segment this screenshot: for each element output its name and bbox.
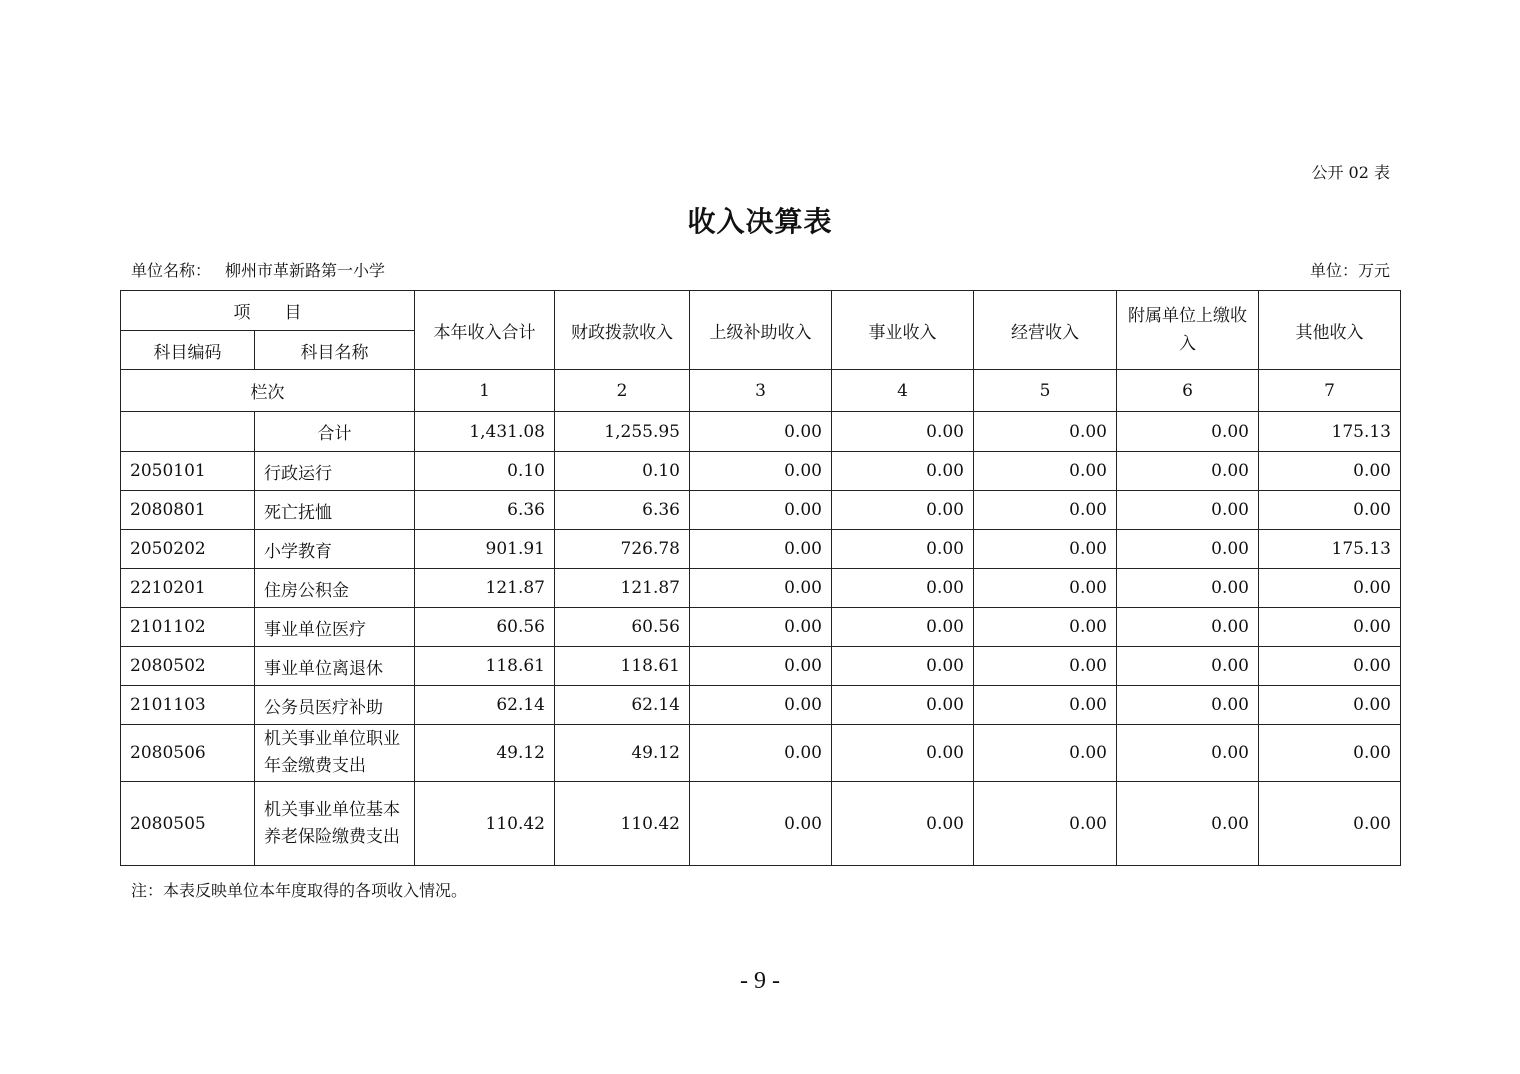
unit-name-value: 柳州市革新路第一小学 [225,261,386,280]
table-row [121,725,1401,782]
header-name: 科目名称 [255,331,415,370]
value-cell: 0.00 [1117,530,1259,569]
header-fiscal: 财政拨款收入 [555,291,690,370]
subject-code: 2101103 [121,686,255,725]
value-cell: 0.00 [832,452,974,491]
value-cell: 175.13 [1259,530,1401,569]
header-business: 事业收入 [832,291,974,370]
value-cell: 0.00 [832,782,974,866]
subject-name: 小学教育 [255,530,415,569]
subject-code: 2050202 [121,530,255,569]
subject-code: 2210201 [121,569,255,608]
header-code: 科目编码 [121,331,255,370]
subject-name: 机关事业单位基本养老保险缴费支出 [255,782,415,866]
value-cell: 0.10 [415,452,555,491]
value-cell: 0.00 [974,725,1117,782]
value-cell: 0.00 [974,782,1117,866]
subject-code: 2080506 [121,725,255,782]
value-cell: 0.00 [832,647,974,686]
value-cell: 0.00 [1117,686,1259,725]
value-cell: 110.42 [415,782,555,866]
value-cell: 0.00 [1117,569,1259,608]
value-cell: 0.00 [690,782,832,866]
value-cell: 0.00 [1259,491,1401,530]
value-cell: 6.36 [415,491,555,530]
table-row [121,782,1401,866]
subject-code: 2101102 [121,608,255,647]
unit-name-line [131,258,385,281]
page-number: - 9 - [740,968,780,994]
subject-name: 死亡抚恤 [255,491,415,530]
header-row-1 [121,291,1401,331]
value-cell: 121.87 [555,569,690,608]
value-cell: 62.14 [415,686,555,725]
value-cell: 60.56 [415,608,555,647]
value-cell: 0.00 [690,647,832,686]
total-row [121,412,1401,452]
header-other: 其他收入 [1259,291,1401,370]
value-cell: 0.00 [690,725,832,782]
value-cell: 0.00 [1117,608,1259,647]
value-cell: 0.00 [1259,686,1401,725]
value-cell: 0.00 [974,530,1117,569]
value-cell: 0.00 [690,569,832,608]
value-cell: 121.87 [415,569,555,608]
value-cell: 0.00 [1259,569,1401,608]
value-cell: 726.78 [555,530,690,569]
table-row [121,608,1401,647]
header-operating: 经营收入 [974,291,1117,370]
value-cell: 0.00 [1117,782,1259,866]
subject-name: 公务员医疗补助 [255,686,415,725]
index-col: 2 [555,370,690,412]
subject-code: 2050101 [121,452,255,491]
value-cell: 0.00 [690,530,832,569]
value-cell: 0.00 [832,491,974,530]
index-col: 1 [415,370,555,412]
table-row [121,491,1401,530]
value-cell: 0.00 [690,608,832,647]
value-cell: 0.00 [974,569,1117,608]
value-cell: 0.00 [974,452,1117,491]
index-col: 7 [1259,370,1401,412]
index-col: 4 [832,370,974,412]
subject-code: 2080502 [121,647,255,686]
table-row [121,569,1401,608]
value-cell: 0.00 [690,452,832,491]
value-cell: 0.00 [832,725,974,782]
value-cell: 0.00 [832,530,974,569]
value-cell: 0.00 [1259,782,1401,866]
total-value: 0.00 [974,412,1117,452]
index-row [121,370,1401,412]
total-value: 0.00 [832,412,974,452]
table-row [121,530,1401,569]
total-value: 0.00 [1117,412,1259,452]
subject-name: 事业单位医疗 [255,608,415,647]
total-label: 合计 [255,412,415,452]
value-cell: 49.12 [555,725,690,782]
value-cell: 0.00 [974,686,1117,725]
value-cell: 0.00 [974,491,1117,530]
total-value: 1,431.08 [415,412,555,452]
value-cell: 0.00 [1259,608,1401,647]
value-cell: 0.00 [832,608,974,647]
table-row [121,647,1401,686]
table-row [121,686,1401,725]
index-col: 6 [1117,370,1259,412]
value-cell: 0.00 [974,608,1117,647]
value-cell: 0.00 [1259,647,1401,686]
unit-name-label: 单位名称： [131,261,212,280]
income-table [120,290,1401,866]
value-cell: 0.00 [1117,725,1259,782]
subject-code: 2080505 [121,782,255,866]
subject-code: 2080801 [121,491,255,530]
value-cell: 0.00 [832,686,974,725]
value-cell: 0.00 [1259,452,1401,491]
index-col: 5 [974,370,1117,412]
value-cell: 0.00 [1117,452,1259,491]
index-label: 栏次 [121,370,415,412]
value-cell: 110.42 [555,782,690,866]
subject-name: 机关事业单位职业年金缴费支出 [255,725,415,782]
header-affiliated: 附属单位上缴收入 [1117,291,1259,370]
value-cell: 118.61 [555,647,690,686]
total-value: 1,255.95 [555,412,690,452]
header-total: 本年收入合计 [415,291,555,370]
value-cell: 0.00 [690,686,832,725]
page-title: 收入决算表 [687,205,833,238]
value-cell: 49.12 [415,725,555,782]
value-cell: 0.00 [974,647,1117,686]
total-value: 0.00 [690,412,832,452]
value-cell: 0.00 [832,569,974,608]
value-cell: 118.61 [415,647,555,686]
index-col: 3 [690,370,832,412]
header-superior: 上级补助收入 [690,291,832,370]
header-item: 项 目 [121,291,415,331]
value-cell: 0.10 [555,452,690,491]
value-cell: 0.00 [1259,725,1401,782]
currency-unit: 单位：万元 [1309,261,1390,280]
value-cell: 0.00 [690,491,832,530]
subject-name: 住房公积金 [255,569,415,608]
value-cell: 0.00 [1117,647,1259,686]
form-number: 公开 02 表 [1311,163,1390,182]
value-cell: 62.14 [555,686,690,725]
value-cell: 901.91 [415,530,555,569]
subject-name: 事业单位离退休 [255,647,415,686]
value-cell: 6.36 [555,491,690,530]
value-cell: 60.56 [555,608,690,647]
total-value: 175.13 [1259,412,1401,452]
table-note: 注：本表反映单位本年度取得的各项收入情况。 [131,881,468,900]
subject-name: 行政运行 [255,452,415,491]
table-row [121,452,1401,491]
value-cell: 0.00 [1117,491,1259,530]
total-code-cell [121,412,255,452]
